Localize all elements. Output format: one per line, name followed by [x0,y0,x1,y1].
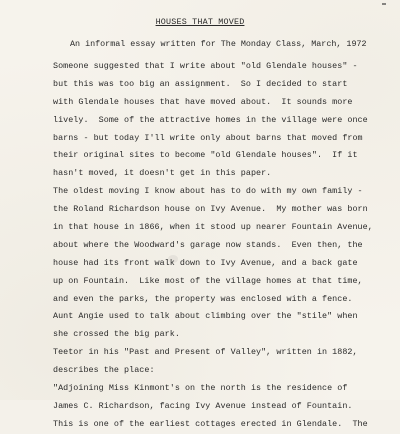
body-line: lively. Some of the attractive homes in the village were once [53,114,368,125]
body-line: barns - but today I'll write only about barns that moved from [53,132,363,143]
corner-mark [382,3,386,5]
body-line: in that house in 1866, when it stood up nearer Fountain Avenue, [53,222,373,233]
body-line: with Glendale houses that have moved about. It sounds more [53,96,353,107]
body-line: their original sites to become "old Glendale houses". If it [53,150,358,161]
ink-smudge [168,255,178,263]
body-line: about where the Woodward's garage now stands. Even then, the [53,239,363,250]
body-line: This is one of the earliest cottages erected in Glendale. The [53,418,368,429]
document-subtitle: An informal essay written for The Monday Class, March, 1972 [70,39,367,49]
body-line: but this was too big an assignment. So I decided to start [53,78,348,89]
body-line: The oldest moving I know about has to do with my own family - [53,186,363,197]
body-line: she crossed the big park. [53,329,180,340]
body-line: Someone suggested that I write about "old Glendale houses" - [53,61,358,71]
body-line: hasn't moved, it doesn't get in this paper. [53,168,272,179]
body-line: Teetor in his "Past and Present of Valley", written in 1882, [53,347,358,358]
body-line: James C. Richardson, facing Ivy Avenue instead of Fountain. [53,400,353,411]
document-body [53,58,393,434]
body-line: and even the parks, the property was enclosed with a fence. [53,293,353,304]
body-line: Aunt Angie used to talk about climbing over the "stile" when [53,311,358,322]
body-line: up on Fountain. Like most of the village homes at that time, [53,275,363,286]
document-title: HOUSES THAT MOVED [155,17,245,27]
body-line: the Roland Richardson house on Ivy Avenue. My mother was born [53,204,368,215]
body-line: house had its front walk down to Ivy Avenue, and a back gate [53,257,358,268]
body-line: describes the place: [53,365,155,376]
body-line: "Adjoining Miss Kinmont's on the north is the residence of [53,383,348,394]
